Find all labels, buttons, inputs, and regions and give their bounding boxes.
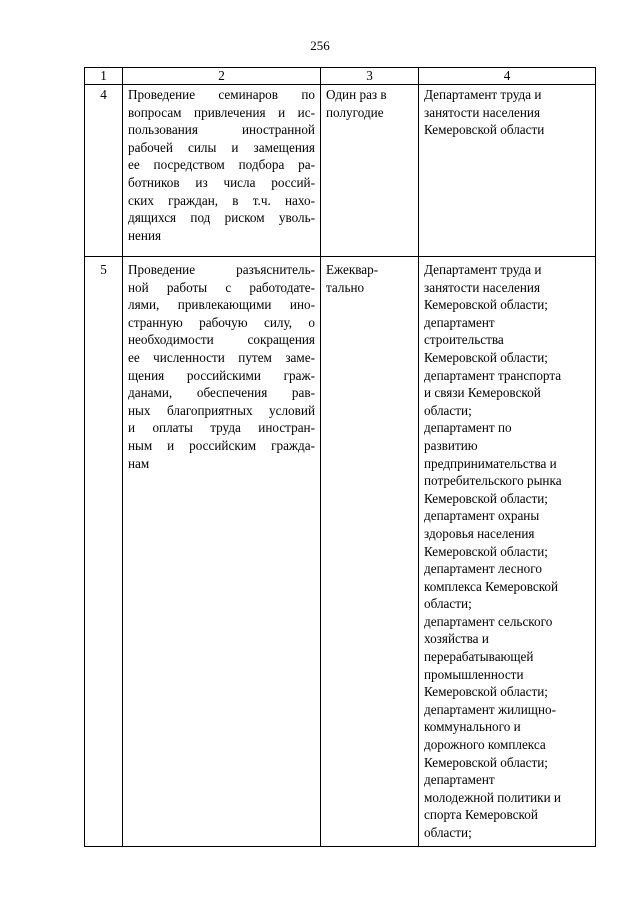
cell-line: промышленности: [424, 666, 524, 682]
cell-line: данами, обеспечения рав-: [128, 385, 315, 401]
cell-line: департамент: [424, 772, 495, 788]
cell-line: молодежной политики и: [424, 789, 561, 805]
row-number: 5: [85, 257, 123, 847]
cell-line: ным и российским гражда-: [128, 437, 315, 453]
table-row: [85, 257, 596, 847]
cell-line: Кемеровской области;: [424, 349, 548, 365]
cell-line: департамент охраны: [424, 508, 540, 524]
cell-line: занятости населения: [424, 279, 541, 295]
cell-line: лями, привлекающими ино-: [128, 297, 315, 313]
cell-line: Департамент труда и: [424, 87, 542, 102]
measure-description: [123, 85, 321, 257]
cell-line: рабочей силы и замещения: [128, 139, 315, 155]
cell-line: департамент по: [424, 420, 512, 436]
cell-line: спорта Кемеровской: [424, 807, 538, 823]
cell-line: Один раз в: [326, 87, 387, 102]
cell-line: ных благоприятных условий: [128, 402, 315, 418]
cell-line: департамент сельского: [424, 613, 553, 629]
cell-line: нам: [128, 455, 150, 471]
cell-line: нения: [128, 227, 162, 243]
measure-responsible: [419, 257, 596, 847]
cell-line: Проведение разъяснитель-: [128, 262, 315, 277]
cell-line: необходимости сокращения: [128, 332, 315, 348]
header-col-3: 3: [321, 68, 419, 85]
cell-line: Кемеровской области;: [424, 684, 548, 700]
cell-line: ее численности путем заме-: [128, 349, 315, 365]
cell-line: комплекса Кемеровской: [424, 578, 559, 594]
cell-line: странную рабочую силу, о: [128, 314, 315, 330]
cell-line: департамент лесного: [424, 561, 542, 577]
cell-line: здоровья населения: [424, 525, 535, 541]
cell-line: вопросам привлечения и ис-: [128, 104, 315, 120]
cell-line: развитию: [424, 437, 478, 453]
row-number: 4: [85, 85, 123, 257]
cell-line: Кемеровской области;: [424, 754, 548, 770]
cell-line: Департамент труда и: [424, 262, 542, 277]
cell-line: хозяйства и: [424, 631, 489, 647]
cell-line: области;: [424, 825, 472, 840]
cell-line: ботников из числа россий-: [128, 174, 315, 190]
cell-line: Кемеровской области;: [424, 490, 548, 506]
measure-responsible: [419, 85, 596, 257]
cell-line: дящихся под риском уволь-: [128, 210, 315, 226]
cell-line: департамент транспорта: [424, 367, 562, 383]
measure-description: [123, 257, 321, 847]
cell-line: и оплаты труда иностран-: [128, 420, 315, 436]
table-row: [85, 85, 596, 257]
measures-table: [84, 67, 596, 847]
cell-line: потребительского рынка: [424, 473, 562, 489]
cell-line: перерабатывающей: [424, 649, 534, 665]
cell-line: коммунального и: [424, 719, 521, 735]
cell-line: пользования иностранной: [128, 122, 315, 138]
cell-line: полугодие: [326, 104, 384, 120]
cell-line: ее посредством подбора ра-: [128, 157, 315, 173]
measure-frequency: [321, 85, 419, 257]
cell-line: Кемеровской области;: [424, 543, 548, 559]
cell-line: и связи Кемеровской: [424, 385, 541, 401]
cell-line: строительства: [424, 332, 504, 348]
cell-line: предпринимательства и: [424, 455, 557, 471]
measure-frequency: [321, 257, 419, 847]
cell-line: ских граждан, в т.ч. нахо-: [128, 192, 315, 208]
cell-line: Кемеровской области: [424, 122, 545, 138]
cell-line: области;: [424, 596, 472, 612]
cell-line: ной работы с работодате-: [128, 279, 315, 295]
cell-line: щения российскими граж-: [128, 367, 315, 383]
cell-line: тально: [326, 279, 365, 295]
cell-line: департамент: [424, 314, 495, 330]
header-col-4: 4: [419, 68, 596, 85]
cell-line: департамент жилищно-: [424, 701, 556, 717]
cell-line: дорожного комплекса: [424, 737, 546, 753]
cell-line: Проведение семинаров по: [128, 87, 315, 102]
page-number: 256: [310, 38, 330, 53]
header-col-1: 1: [85, 68, 123, 85]
cell-line: области;: [424, 402, 472, 418]
header-col-2: 2: [123, 68, 321, 85]
table-header-row: [85, 68, 596, 85]
cell-line: Кемеровской области;: [424, 297, 548, 313]
cell-line: Ежеквар-: [326, 262, 379, 277]
cell-line: занятости населения: [424, 104, 541, 120]
